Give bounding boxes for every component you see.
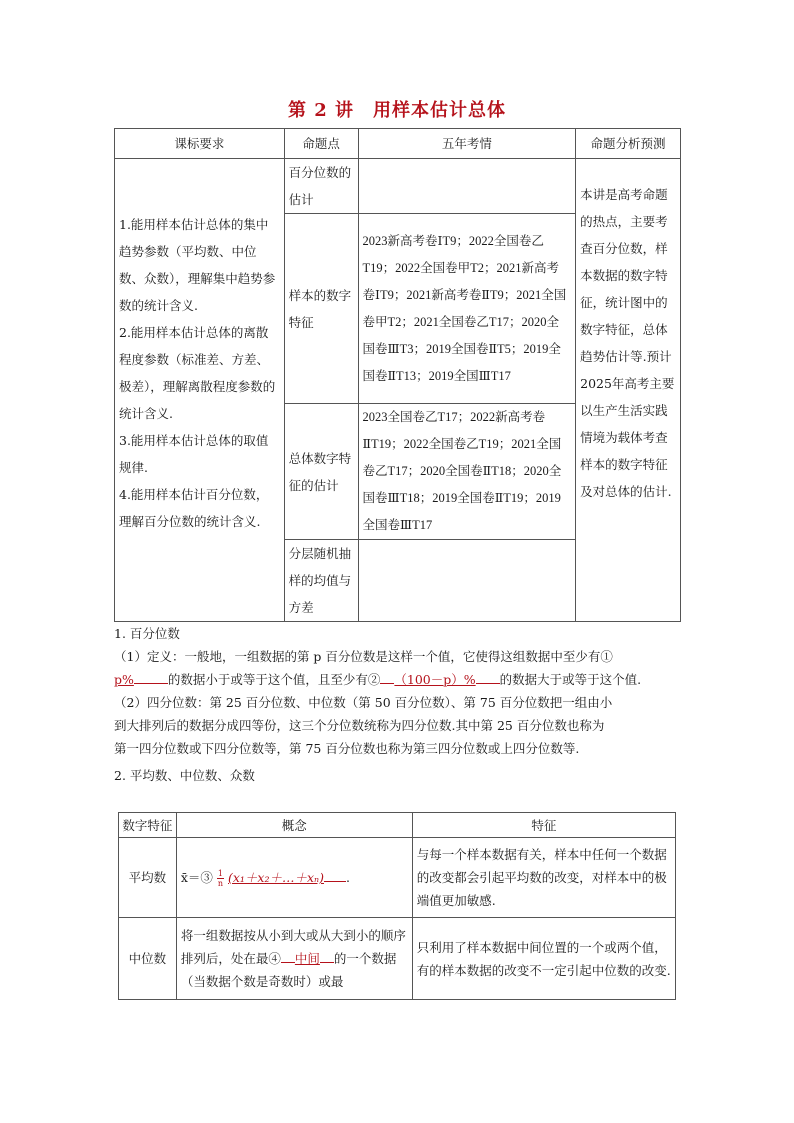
- section-heading: 2. 平均数、中位数、众数: [114, 768, 255, 783]
- median-concept-text: 的一个数据（当数据个数是奇数时）或最: [180, 951, 397, 989]
- median-concept-text: 将一组数据按从小到大或从大到小的顺序排列后，处在最④: [180, 928, 406, 966]
- overview-table: [114, 128, 681, 622]
- median-feature: 只利用了样本数据中间位置的一个或两个值，有的样本数据的改变不一定引起中位数的改变.: [412, 918, 675, 1000]
- median-label: 中位数: [119, 918, 177, 1000]
- mean-formula: x̄＝③ $\frac{1}{n}$ (x₁＋x₂＋…＋xₙ) .: [180, 869, 350, 888]
- mean-label: 平均数: [119, 838, 177, 918]
- header-feature: 数字特征: [119, 813, 177, 838]
- blank-underline: [380, 670, 394, 684]
- definition-text: 的数据大于或等于这个值.: [499, 672, 642, 687]
- blank-underline: [324, 868, 346, 882]
- overview-header-row: [115, 129, 681, 159]
- definition-line-1: [114, 645, 684, 668]
- blank-answer-1: p%: [114, 672, 134, 687]
- page-title: 第 2 讲 用样本估计总体: [287, 100, 507, 121]
- topic-cell: 分层随机抽样的均值与方差: [284, 540, 358, 622]
- median-blank-answer: 中间: [294, 951, 320, 966]
- requirements-cell: [115, 159, 285, 622]
- definition-text: 的数据小于或等于这个值，且至少有②: [167, 672, 381, 687]
- statistics-header-row: [119, 813, 676, 838]
- analysis-text: 本讲是高考命题的热点，主要考查百分位数，样本数据的数字特征，统计图中的数字特征，总体趋势估计等.预计2025年高考主要以生产生活实践情境为载体考查样本的数字特征及对总体的估计.: [580, 187, 675, 499]
- median-concept-cell: [176, 918, 412, 1000]
- definition-text: （1）定义：一般地，一组数据的第 p 百分位数是这样一个值，它使得这组数据中至少有①: [114, 649, 613, 664]
- header-exams: 五年考情: [358, 129, 576, 159]
- blank-underline: [320, 949, 334, 963]
- analysis-cell: [576, 159, 681, 622]
- mean-prefix: x̄＝③: [180, 870, 213, 885]
- exam-cell: [358, 159, 576, 214]
- requirements-text: 1.能用样本估计总体的集中趋势参数（平均数、中位数、众数），理解集中趋势参数的统计含义. 2.能用样本估计总体的离散程度参数（标准差、方差、极差），理解离散程度参数的统计含义. 3.能用样本估计总体的取值规律. 4.能用样本估计百分位数，理解百分位数的统计含义.: [119, 217, 276, 529]
- mean-sum-expression: (x₁＋x₂＋…＋xₙ): [228, 870, 324, 885]
- topic-cell: 样本的数字特征: [284, 214, 358, 404]
- definition-line-2: [114, 668, 684, 691]
- blank-underline: [476, 670, 500, 684]
- blank-underline: [134, 670, 168, 684]
- header-concept: 概念: [176, 813, 412, 838]
- quartile-line: （2）四分位数：第 25 百分位数、中位数（第 50 百分位数）、第 75 百分位数把一组由小: [114, 695, 613, 710]
- quartile-line: 到大排列后的数据分成四等份，这三个分位数统称为四分位数.其中第 25 百分位数也称为: [114, 718, 605, 733]
- blank-underline: [281, 949, 295, 963]
- exam-cell: [358, 540, 576, 622]
- fraction: [217, 869, 224, 888]
- topic-cell: 总体数字特征的估计: [284, 404, 358, 540]
- fraction-denominator: n: [217, 879, 224, 888]
- mean-concept-cell: [176, 838, 412, 918]
- blank-answer-2: （100－p）%: [394, 672, 476, 687]
- header-characteristic: 特征: [412, 813, 675, 838]
- quartile-line: 第一四分位数或下四分位数等，第 75 百分位数也称为第三四分位数或上四分位数等.: [114, 741, 580, 756]
- exam-cell: 2023新高考卷ⅠT9；2022全国卷乙T19；2022全国卷甲T2；2021新高考卷ⅠT9；2021新高考卷ⅡT9；2021全国卷甲T2；2021全国卷乙T17；2020全国卷ⅢT3；2019全国卷ⅡT5；2019全国卷ⅡT13；2019全国ⅢT17: [358, 214, 576, 404]
- header-topics: 命题点: [284, 129, 358, 159]
- fraction-numerator: 1: [217, 869, 224, 878]
- percentile-section: [114, 622, 684, 787]
- topic-cell: 百分位数的估计: [284, 159, 358, 214]
- table-row: [119, 838, 676, 918]
- statistics-table: [118, 812, 676, 1000]
- header-analysis: 命题分析预测: [576, 129, 681, 159]
- section-heading: 1. 百分位数: [114, 626, 180, 641]
- mean-feature: 与每一个样本数据有关，样本中任何一个数据的改变都会引起平均数的改变，对样本中的极端值更加敏感.: [412, 838, 675, 918]
- table-row: [115, 159, 681, 214]
- table-row: [119, 918, 676, 1000]
- header-requirements: 课标要求: [115, 129, 285, 159]
- exam-cell: 2023全国卷乙T17；2022新高考卷ⅡT19；2022全国卷乙T19；2021全国卷乙T17；2020全国卷ⅡT18；2020全国卷ⅢT18；2019全国卷ⅡT19；2019全国卷ⅢT17: [358, 404, 576, 540]
